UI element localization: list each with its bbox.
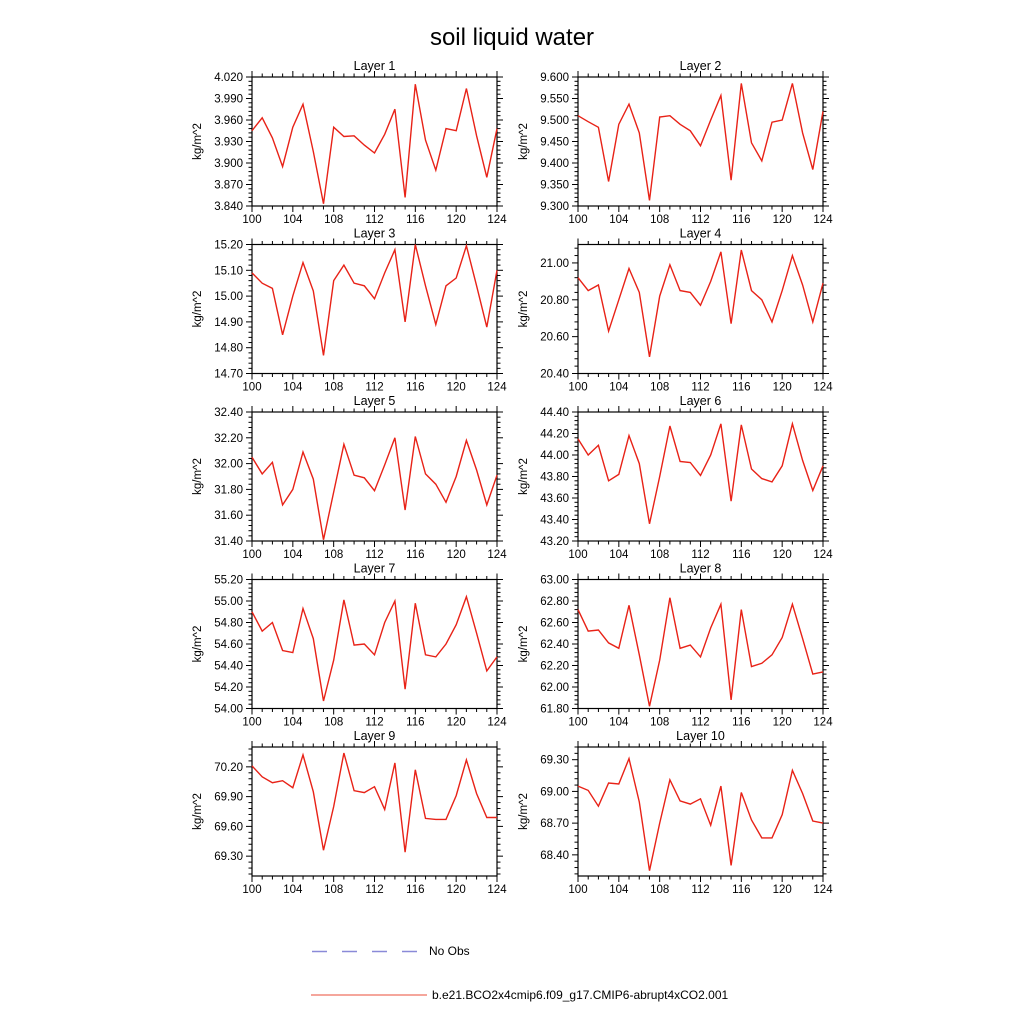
svg-text:108: 108 xyxy=(650,381,670,394)
svg-text:20.80: 20.80 xyxy=(540,294,569,307)
svg-text:120: 120 xyxy=(772,381,792,394)
svg-text:124: 124 xyxy=(813,549,833,561)
panel-title: Layer 8 xyxy=(679,561,722,576)
svg-text:54.80: 54.80 xyxy=(214,617,243,630)
svg-text:44.40: 44.40 xyxy=(540,407,569,419)
y-axis-unit-label: kg/m^2 xyxy=(518,290,530,328)
svg-text:3.900: 3.900 xyxy=(214,158,243,170)
svg-text:100: 100 xyxy=(568,381,588,394)
svg-text:112: 112 xyxy=(691,549,710,561)
svg-text:116: 116 xyxy=(406,214,425,226)
svg-text:112: 112 xyxy=(365,716,384,729)
svg-text:62.40: 62.40 xyxy=(540,639,569,651)
y-axis-unit-label: kg/m^2 xyxy=(518,123,530,160)
svg-text:108: 108 xyxy=(650,214,670,226)
y-axis-unit-label: kg/m^2 xyxy=(518,793,530,830)
svg-text:61.80: 61.80 xyxy=(540,703,569,716)
panel-title: Layer 6 xyxy=(679,394,722,408)
svg-text:54.60: 54.60 xyxy=(214,639,243,651)
legend-label-no-obs: No Obs xyxy=(429,944,470,958)
svg-text:69.30: 69.30 xyxy=(214,851,243,864)
svg-text:14.90: 14.90 xyxy=(214,316,243,329)
panel-layer-4 xyxy=(518,227,833,394)
svg-text:69.60: 69.60 xyxy=(214,821,243,834)
svg-text:62.00: 62.00 xyxy=(540,682,569,694)
svg-text:116: 116 xyxy=(406,884,425,896)
svg-text:31.40: 31.40 xyxy=(214,536,243,548)
panel-layer-5 xyxy=(192,394,507,561)
svg-text:3.990: 3.990 xyxy=(214,93,243,106)
series-line xyxy=(578,83,823,200)
svg-text:124: 124 xyxy=(487,549,507,561)
svg-text:116: 116 xyxy=(406,549,425,561)
svg-text:100: 100 xyxy=(568,884,588,896)
svg-text:124: 124 xyxy=(813,381,833,394)
svg-text:54.40: 54.40 xyxy=(214,660,243,673)
svg-text:112: 112 xyxy=(691,381,710,394)
svg-text:9.400: 9.400 xyxy=(540,158,569,170)
panel-title: Layer 10 xyxy=(676,729,725,743)
svg-text:120: 120 xyxy=(772,884,792,896)
panel-layer-2 xyxy=(518,59,833,226)
svg-text:32.20: 32.20 xyxy=(214,432,243,445)
svg-text:54.00: 54.00 xyxy=(214,703,243,716)
panel-title: Layer 5 xyxy=(353,394,396,408)
svg-text:62.60: 62.60 xyxy=(540,617,569,630)
series-line xyxy=(252,84,497,204)
y-axis-unit-label: kg/m^2 xyxy=(192,123,204,160)
panel-title: Layer 2 xyxy=(679,59,722,73)
svg-text:112: 112 xyxy=(365,549,384,561)
svg-text:21.00: 21.00 xyxy=(540,257,569,270)
svg-text:108: 108 xyxy=(650,884,670,896)
svg-text:108: 108 xyxy=(324,716,344,729)
svg-text:100: 100 xyxy=(568,716,588,729)
y-axis-unit-label: kg/m^2 xyxy=(192,793,204,830)
series-line xyxy=(252,437,497,540)
svg-text:4.020: 4.020 xyxy=(214,72,243,84)
svg-text:112: 112 xyxy=(691,716,710,729)
svg-text:112: 112 xyxy=(365,381,384,394)
svg-text:124: 124 xyxy=(813,884,833,896)
svg-text:68.40: 68.40 xyxy=(540,849,569,862)
panel-layer-7 xyxy=(192,562,507,729)
svg-text:120: 120 xyxy=(772,214,792,226)
svg-text:112: 112 xyxy=(365,214,384,226)
svg-text:14.70: 14.70 xyxy=(214,368,243,381)
svg-text:120: 120 xyxy=(446,214,466,226)
svg-text:3.960: 3.960 xyxy=(214,115,243,127)
svg-text:124: 124 xyxy=(487,381,507,394)
svg-text:124: 124 xyxy=(813,214,833,226)
panel-title: Layer 1 xyxy=(353,59,396,73)
svg-text:124: 124 xyxy=(487,716,507,729)
panel-title: Layer 4 xyxy=(679,226,722,241)
svg-text:100: 100 xyxy=(568,214,588,226)
svg-text:9.350: 9.350 xyxy=(540,179,569,192)
svg-text:112: 112 xyxy=(365,884,384,896)
svg-text:9.500: 9.500 xyxy=(540,115,569,127)
series-line xyxy=(252,245,497,356)
panel-title: Layer 3 xyxy=(353,226,396,241)
svg-text:32.00: 32.00 xyxy=(214,458,243,471)
svg-text:55.00: 55.00 xyxy=(214,596,243,608)
svg-text:15.20: 15.20 xyxy=(214,239,243,252)
svg-text:120: 120 xyxy=(772,549,792,561)
svg-text:70.20: 70.20 xyxy=(214,761,243,774)
svg-text:116: 116 xyxy=(406,716,425,729)
svg-text:55.20: 55.20 xyxy=(214,574,243,587)
svg-text:100: 100 xyxy=(242,549,262,561)
svg-text:32.40: 32.40 xyxy=(214,407,243,419)
svg-text:124: 124 xyxy=(487,884,507,896)
svg-text:104: 104 xyxy=(609,381,629,394)
svg-text:104: 104 xyxy=(609,549,629,561)
svg-text:108: 108 xyxy=(650,716,670,729)
svg-text:68.70: 68.70 xyxy=(540,818,569,831)
svg-text:108: 108 xyxy=(324,214,344,226)
svg-text:104: 104 xyxy=(609,214,629,226)
svg-text:116: 116 xyxy=(732,549,751,561)
svg-text:112: 112 xyxy=(691,884,710,896)
svg-text:3.840: 3.840 xyxy=(214,201,243,213)
svg-text:120: 120 xyxy=(446,381,466,394)
svg-text:124: 124 xyxy=(487,214,507,226)
y-axis-unit-label: kg/m^2 xyxy=(192,625,204,663)
svg-text:14.80: 14.80 xyxy=(214,342,243,355)
svg-text:43.40: 43.40 xyxy=(540,514,569,527)
series-line xyxy=(578,250,823,357)
svg-text:104: 104 xyxy=(283,884,303,896)
svg-text:116: 116 xyxy=(732,381,751,394)
panel-layer-10 xyxy=(518,729,833,896)
svg-text:44.20: 44.20 xyxy=(540,428,569,441)
svg-text:124: 124 xyxy=(813,716,833,729)
svg-text:104: 104 xyxy=(283,214,303,226)
svg-text:100: 100 xyxy=(242,214,262,226)
svg-text:9.600: 9.600 xyxy=(540,72,569,84)
svg-text:120: 120 xyxy=(446,884,466,896)
series-line xyxy=(252,753,497,852)
svg-text:112: 112 xyxy=(691,214,710,226)
svg-text:120: 120 xyxy=(446,716,466,729)
y-axis-unit-label: kg/m^2 xyxy=(518,625,530,663)
svg-text:116: 116 xyxy=(732,214,751,226)
svg-text:120: 120 xyxy=(772,716,792,729)
svg-text:20.40: 20.40 xyxy=(540,368,569,381)
panel-layer-9 xyxy=(192,729,507,896)
svg-text:43.80: 43.80 xyxy=(540,471,569,484)
svg-text:104: 104 xyxy=(283,549,303,561)
svg-text:100: 100 xyxy=(242,884,262,896)
svg-text:9.300: 9.300 xyxy=(540,201,569,213)
svg-text:31.80: 31.80 xyxy=(214,484,243,497)
svg-text:43.60: 43.60 xyxy=(540,493,569,505)
series-line xyxy=(578,598,823,707)
svg-text:108: 108 xyxy=(324,549,344,561)
panel-title: Layer 9 xyxy=(353,729,396,743)
panel-layer-6 xyxy=(518,394,833,561)
svg-text:44.00: 44.00 xyxy=(540,450,569,462)
svg-text:15.00: 15.00 xyxy=(214,291,243,304)
svg-text:104: 104 xyxy=(283,381,303,394)
series-line xyxy=(578,424,823,524)
svg-text:9.550: 9.550 xyxy=(540,93,569,106)
svg-text:69.30: 69.30 xyxy=(540,754,569,767)
svg-text:120: 120 xyxy=(446,549,466,561)
svg-text:9.450: 9.450 xyxy=(540,136,569,149)
panel-layer-3 xyxy=(192,227,507,394)
svg-text:3.870: 3.870 xyxy=(214,179,243,192)
svg-text:100: 100 xyxy=(242,716,262,729)
svg-text:108: 108 xyxy=(324,381,344,394)
svg-text:116: 116 xyxy=(732,884,751,896)
series-line xyxy=(252,597,497,701)
svg-text:104: 104 xyxy=(609,884,629,896)
svg-text:20.60: 20.60 xyxy=(540,331,569,344)
svg-text:100: 100 xyxy=(568,549,588,561)
chart-title: soil liquid water xyxy=(429,24,595,51)
y-axis-unit-label: kg/m^2 xyxy=(192,458,204,495)
svg-text:104: 104 xyxy=(283,716,303,729)
svg-text:62.20: 62.20 xyxy=(540,660,569,673)
panel-layer-1 xyxy=(192,59,507,226)
svg-text:69.00: 69.00 xyxy=(540,786,569,799)
svg-text:3.930: 3.930 xyxy=(214,136,243,149)
svg-text:31.60: 31.60 xyxy=(214,510,243,523)
panel-layer-8 xyxy=(518,562,833,729)
svg-text:100: 100 xyxy=(242,381,262,394)
svg-text:69.90: 69.90 xyxy=(214,791,243,804)
series-line xyxy=(578,759,823,871)
y-axis-unit-label: kg/m^2 xyxy=(518,458,530,495)
svg-text:62.80: 62.80 xyxy=(540,596,569,608)
svg-text:54.20: 54.20 xyxy=(214,682,243,694)
svg-text:108: 108 xyxy=(324,884,344,896)
svg-text:116: 116 xyxy=(406,381,425,394)
panel-title: Layer 7 xyxy=(353,561,396,576)
svg-text:63.00: 63.00 xyxy=(540,574,569,587)
svg-text:116: 116 xyxy=(732,716,751,729)
svg-text:108: 108 xyxy=(650,549,670,561)
legend-label-model: b.e21.BCO2x4cmip6.f09_g17.CMIP6-abrupt4xCO2.001 xyxy=(432,988,729,1002)
y-axis-unit-label: kg/m^2 xyxy=(192,290,204,328)
svg-text:43.20: 43.20 xyxy=(540,536,569,548)
svg-text:104: 104 xyxy=(609,716,629,729)
svg-text:15.10: 15.10 xyxy=(214,265,243,278)
